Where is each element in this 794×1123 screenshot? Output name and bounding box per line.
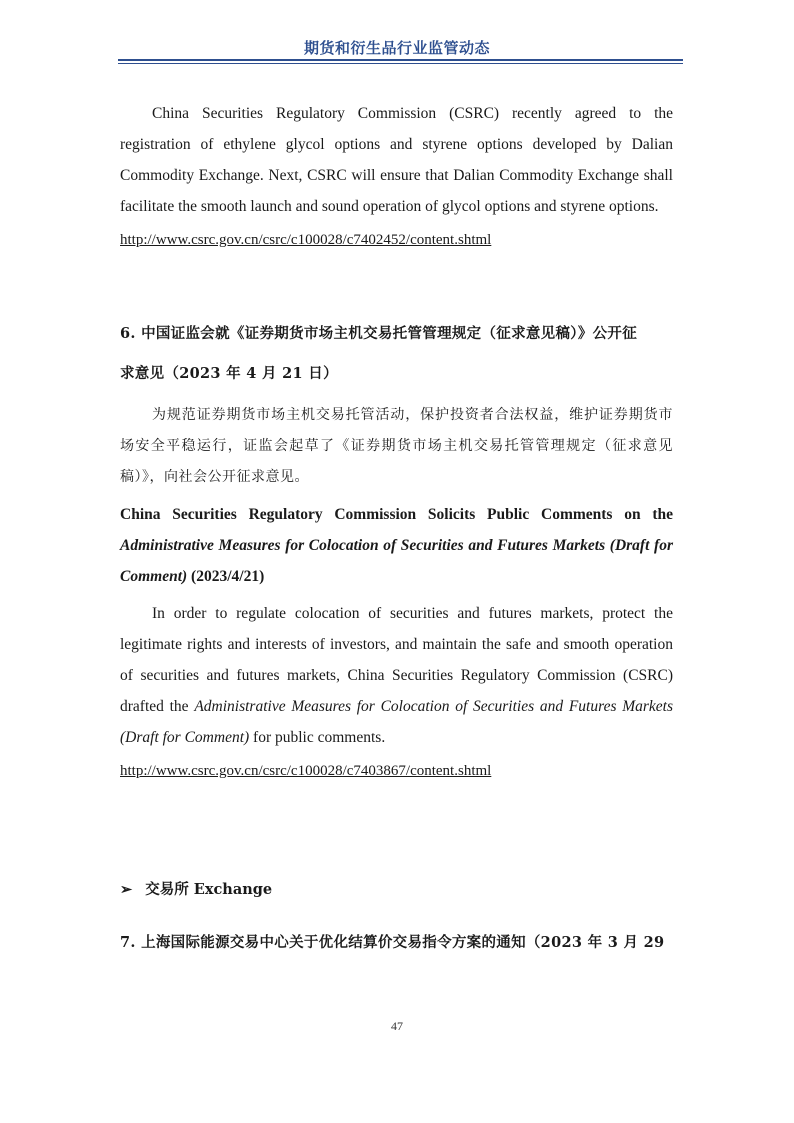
- spacer: [120, 780, 673, 878]
- section6-heading-en-plain: China Securities Regulatory Commission Solicits Public Comments on the: [120, 506, 673, 523]
- section6-body-en-italic: Administrative Measures for Colocation of Securities and Futures Markets (Draft for Comment): [120, 698, 674, 746]
- section5-english-paragraph: China Securities Regulatory Commission (CSRC) recently agreed to the registration of ethylene glycol options and styrene options developed by Dalian Commodity Exchange. Next, CSRC will ensure that Dalian Commodity Exchange shall facilitate the smooth launch and sound operation of glycol options and styrene options.: [120, 105, 673, 215]
- page-number: 47: [391, 1019, 403, 1033]
- section6-english-paragraph: [120, 598, 673, 753]
- section6-chinese-paragraph: 为规范证券期货市场主机交易托管活动，保护投资者合法权益，维护证券期货市场安全平稳运行，证监会起草了《证券期货市场主机交易托管管理规定（征求意见稿）》，向社会公开征求意见。: [120, 407, 673, 485]
- section6-heading-en: [120, 499, 673, 592]
- section6-heading-en-italic: Administrative Measures for Colocation of Securities and Futures Markets (Draft for Comment): [120, 537, 673, 585]
- exchange-section-heading: [120, 878, 673, 899]
- running-header-title: 期货和衍生品行业监管动态: [303, 39, 490, 57]
- section6-heading-cn: [120, 314, 673, 394]
- section6-heading-cn-line2: 求意见（2023 年 4 月 21 日）: [120, 365, 338, 382]
- section6-body-en-part1: In order to regulate colocation of securities and futures markets, protect the legitimate rights and interests of investors, and maintain the safe and smooth operation of securities and futures markets, China Securities Regulatory Commission (CSRC) drafted the: [120, 605, 673, 715]
- section6-source-link[interactable]: http://www.csrc.gov.cn/csrc/c100028/c7403867/content.shtml: [120, 763, 492, 779]
- header-rule-thin: [118, 63, 683, 64]
- page-content: [120, 98, 673, 963]
- header-rule-thick: [118, 59, 683, 61]
- section6-heading-cn-line1: 6. 中国证监会就《证券期货市场主机交易托管管理规定（征求意见稿）》公开征: [120, 325, 638, 342]
- bullet-arrow-icon: ➢: [120, 881, 133, 898]
- section7-heading-cn: 7. 上海国际能源交易中心关于优化结算价交易指令方案的通知（2023 年 3 月 29: [120, 934, 665, 951]
- section6-heading-en-date: (2023/4/21): [187, 568, 265, 585]
- exchange-section-label: 交易所 Exchange: [145, 881, 273, 898]
- section6-body-en-part2: for public comments.: [249, 729, 386, 746]
- section5-source-link[interactable]: http://www.csrc.gov.cn/csrc/c100028/c7402452/content.shtml: [120, 232, 492, 248]
- spacer: [120, 249, 673, 314]
